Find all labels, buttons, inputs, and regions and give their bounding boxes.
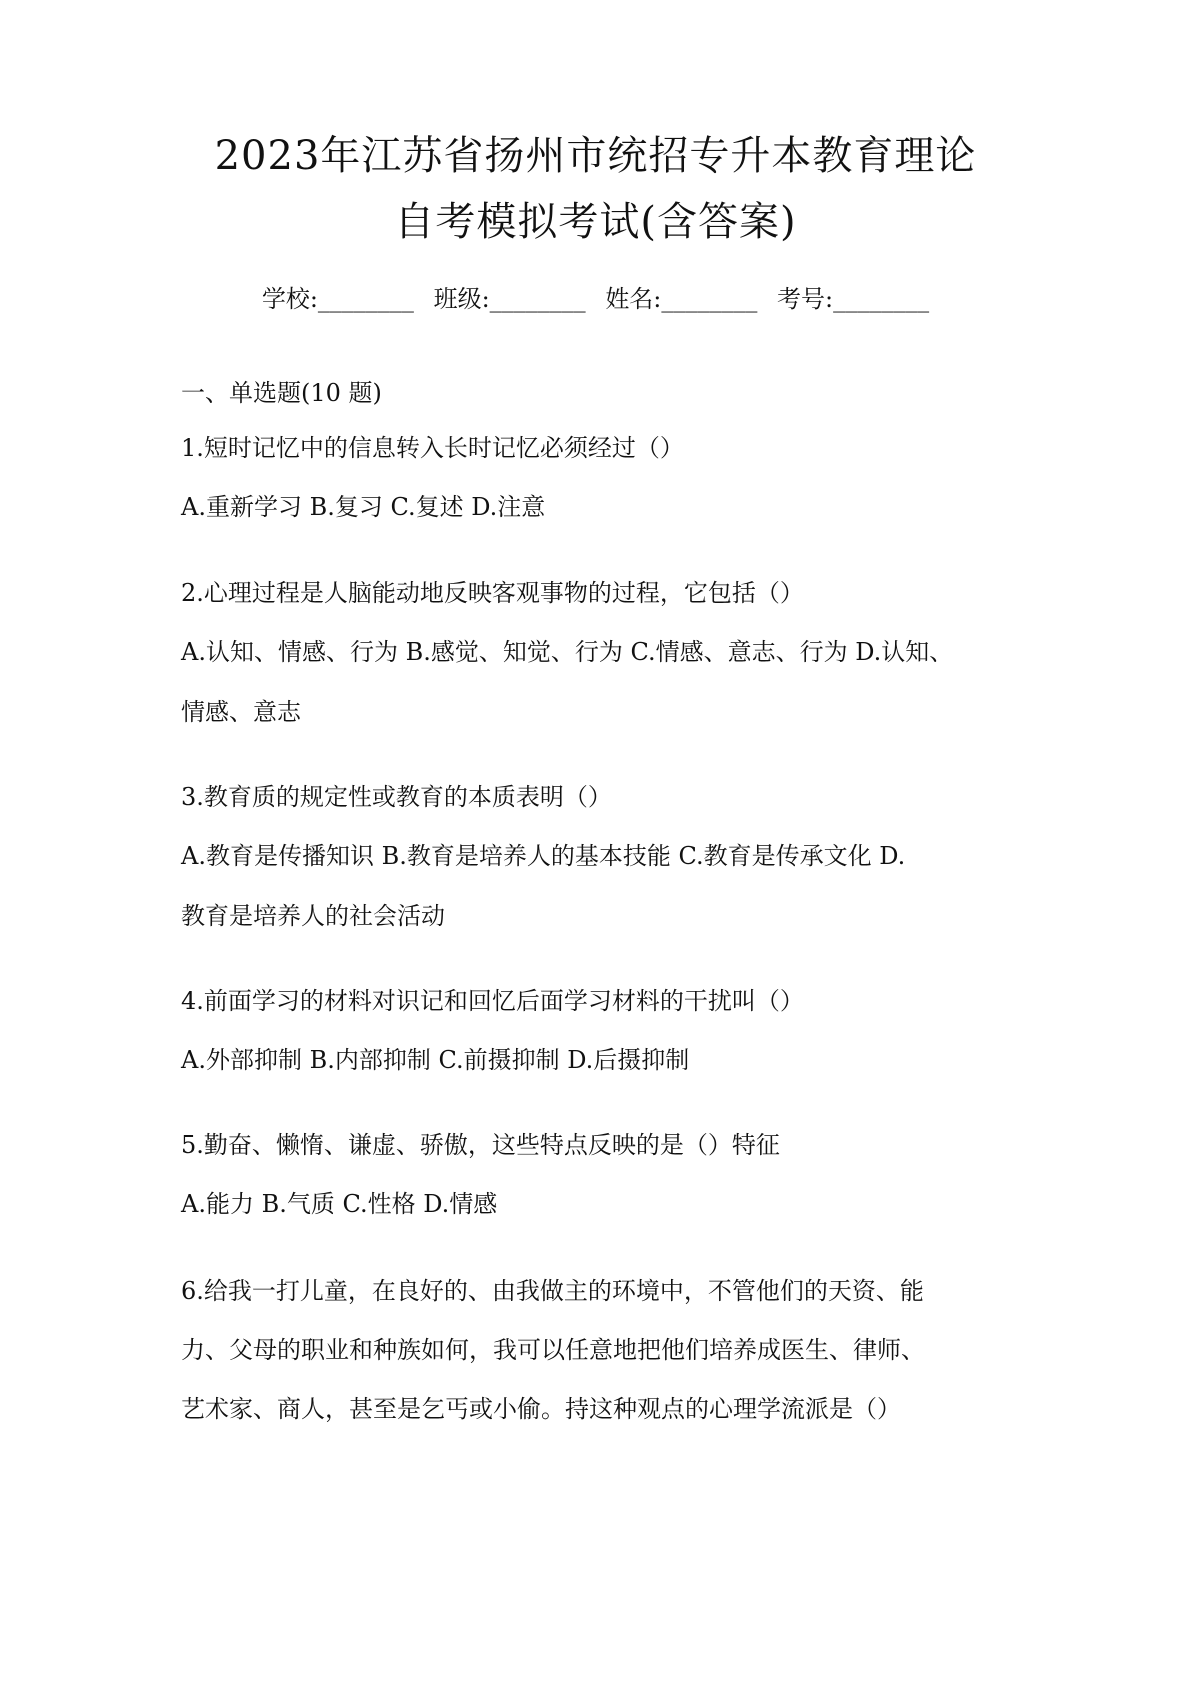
title-line-2: 自考模拟考试(含答案) (394, 199, 797, 245)
class-field: 班级:________ (433, 285, 586, 313)
question-5-stem: 5.勤奋、懒惰、谦虚、骄傲，这些特点反映的是（）特征 (181, 1131, 780, 1159)
question-1-options: A.重新学习 B.复习 C.复述 D.注意 (181, 493, 546, 521)
question-4-options: A.外部抑制 B.内部抑制 C.前摄抑制 D.后摄抑制 (181, 1046, 690, 1074)
question-3-options-cont: 教育是培养人的社会活动 (181, 902, 445, 930)
student-info-row (0, 284, 1191, 314)
section-heading: 一、单选题(10 题) (181, 379, 382, 407)
question-2-stem: 2.心理过程是人脑能动地反映客观事物的过程，它包括（） (181, 579, 804, 607)
question-1-stem: 1.短时记忆中的信息转入长时记忆必须经过（） (181, 434, 684, 462)
question-6-stem-cont: 力、父母的职业和种族如何，我可以任意地把他们培养成医生、律师、 (181, 1336, 925, 1364)
exam-number-field: 考号:________ (777, 285, 930, 313)
question-5-options: A.能力 B.气质 C.性格 D.情感 (181, 1190, 498, 1218)
name-field: 姓名:________ (605, 285, 758, 313)
question-2-options: A.认知、情感、行为 B.感觉、知觉、行为 C.情感、意志、行为 D.认知、 (181, 638, 954, 666)
question-3-stem: 3.教育质的规定性或教育的本质表明（） (181, 783, 612, 811)
question-3-options: A.教育是传播知识 B.教育是培养人的基本技能 C.教育是传承文化 D. (181, 842, 906, 870)
school-field: 学校:________ (261, 285, 414, 313)
title-line-1: 2023年江苏省扬州市统招专升本教育理论 (214, 133, 977, 179)
question-6-stem: 6.给我一打儿童，在良好的、由我做主的环境中，不管他们的天资、能 (181, 1277, 924, 1305)
question-2-options-cont: 情感、意志 (181, 698, 301, 726)
question-4-stem: 4.前面学习的材料对识记和回忆后面学习材料的干扰叫（） (181, 987, 804, 1015)
question-6-stem-cont: 艺术家、商人，甚至是乞丐或小偷。持这种观点的心理学流派是（） (181, 1395, 901, 1423)
